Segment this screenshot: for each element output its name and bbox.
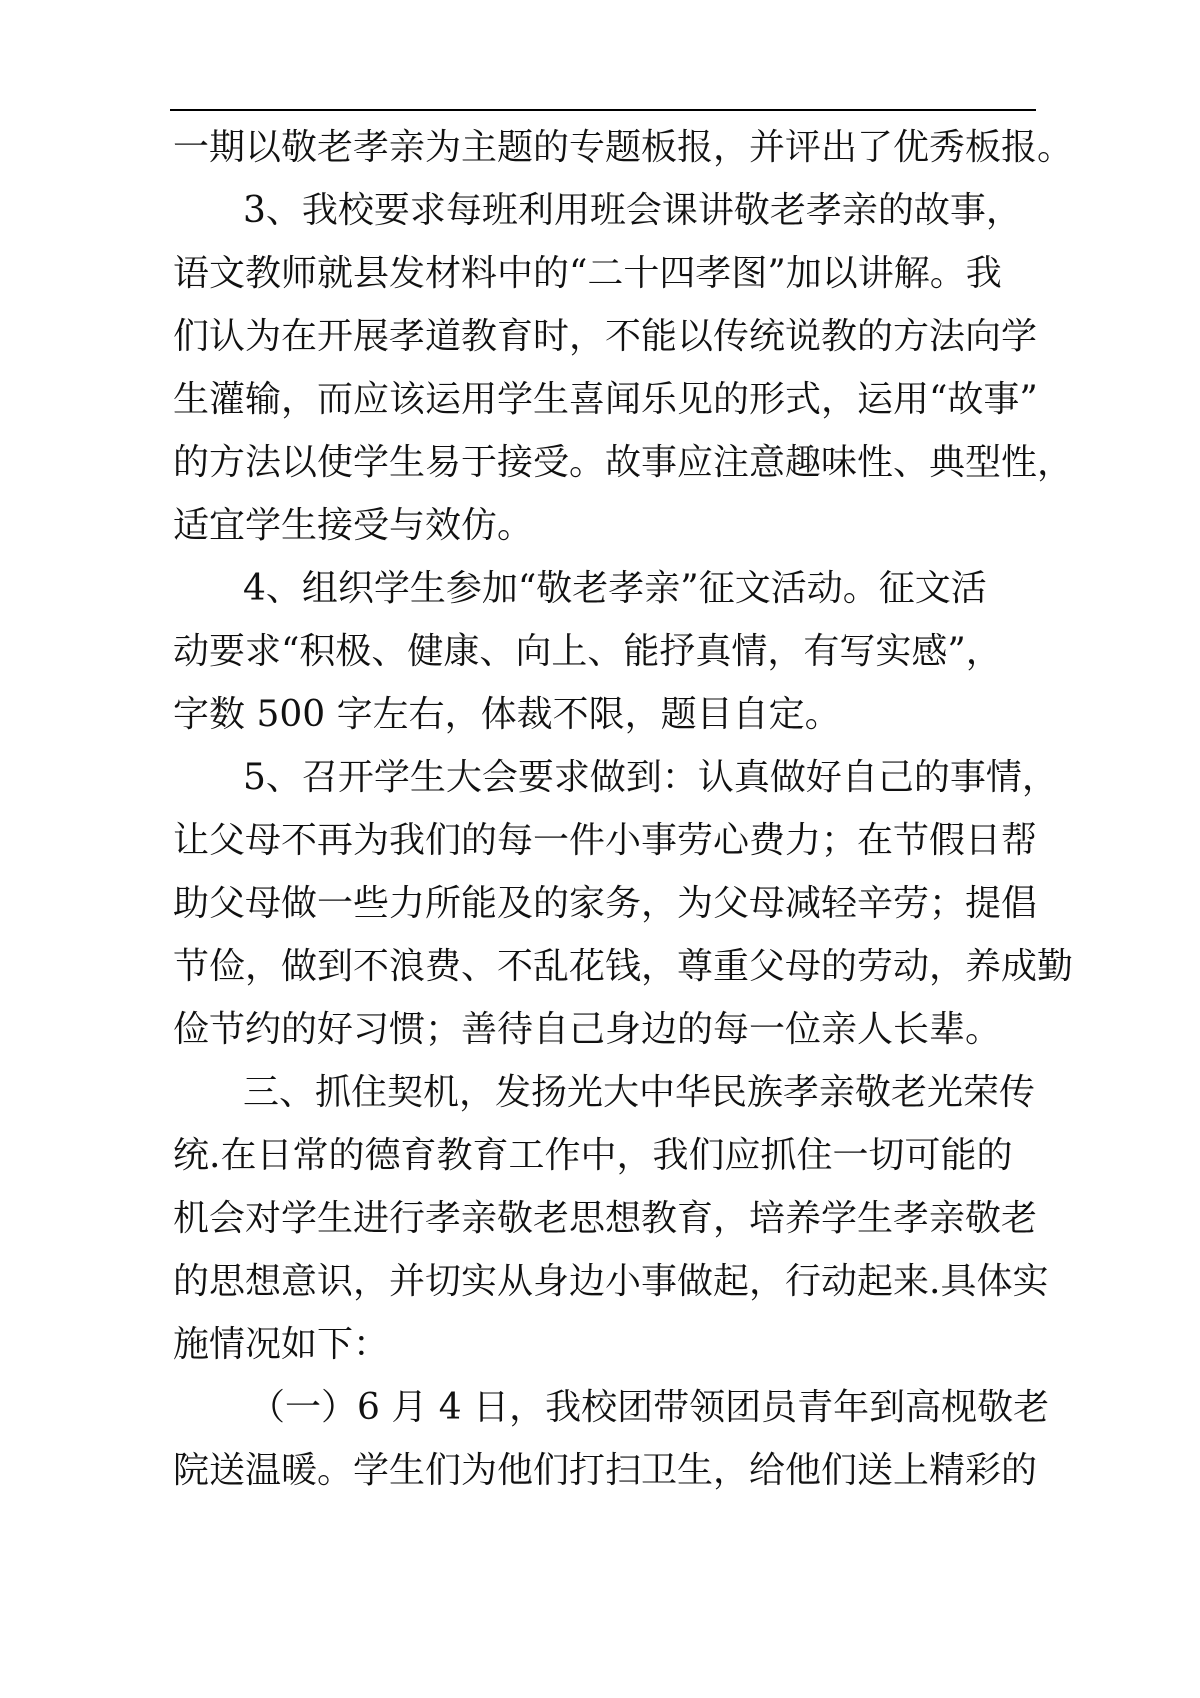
text-line: 的方法以使学生易于接受。故事应注意趣味性、典型性， — [173, 442, 1074, 483]
text-line: 适宜学生接受与效仿。 — [173, 505, 534, 546]
text-line: 统.在日常的德育教育工作中，我们应抓住一切可能的 — [173, 1135, 1013, 1176]
text-line: 5、召开学生大会要求做到：认真做好自己的事情， — [243, 757, 1058, 798]
text-line: 院送温暖。学生们为他们打扫卫生，给他们送上精彩的 — [173, 1450, 1038, 1491]
text-line: 字数 500 字左右，体裁不限，题目自定。 — [173, 694, 841, 735]
text-line: 机会对学生进行孝亲敬老思想教育，培养学生孝亲敬老 — [173, 1198, 1038, 1239]
text-line: 生灌输，而应该运用学生喜闻乐见的形式，运用“故事” — [173, 379, 1038, 420]
text-line: 施情况如下： — [173, 1324, 390, 1365]
text-line: 一期以敬老孝亲为主题的专题板报，并评出了优秀板报。 — [173, 127, 1074, 168]
text-line: 动要求“积极、健康、向上、能抒真情，有写实感”， — [173, 631, 1002, 672]
header-rule — [170, 109, 1036, 111]
text-line: 语文教师就县发材料中的“二十四孝图”加以讲解。我 — [173, 253, 1002, 294]
text-line: 俭节约的好习惯；善待自己身边的每一位亲人长辈。 — [173, 1009, 1002, 1050]
text-line: 3、我校要求每班利用班会课讲敬老孝亲的故事， — [243, 190, 1022, 231]
text-line: 让父母不再为我们的每一件小事劳心费力；在节假日帮 — [173, 820, 1038, 861]
body-text — [173, 116, 1074, 1502]
text-line: 助父母做一些力所能及的家务，为父母减轻辛劳；提倡 — [173, 883, 1038, 924]
text-line: 三、抓住契机，发扬光大中华民族孝亲敬老光荣传 — [243, 1072, 1036, 1113]
text-line: 4、组织学生参加“敬老孝亲”征文活动。征文活 — [243, 568, 987, 609]
text-line: （一）6 月 4 日，我校团带领团员青年到高枧敬老 — [249, 1387, 1050, 1428]
text-line: 们认为在开展孝道教育时，不能以传统说教的方法向学 — [173, 316, 1038, 357]
text-line: 的思想意识，并切实从身边小事做起，行动起来.具体实 — [173, 1261, 1049, 1302]
text-line: 节俭，做到不浪费、不乱花钱，尊重父母的劳动，养成勤 — [173, 946, 1074, 987]
